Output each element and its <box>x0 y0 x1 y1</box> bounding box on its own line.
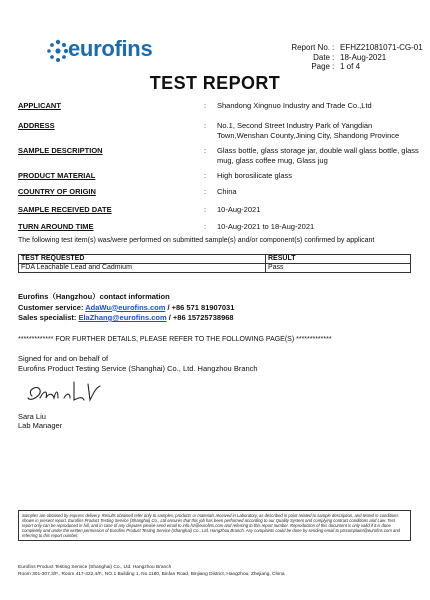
disclaimer-box: Samples are obtained by express delivery. Results obtained refer only to samples, products or materials received in Laboratory, as described in point related to sample description, and tested in conditions shown in present report. Eurofins Product Testing Service (Shanghai) Co., Ltd ensures that this job has been performed according to our Quality System and complying contract conditions and Law. Test report only can be reproduced in full, and in case of any disputes please send email to info.hz@eurofins.com and referring to this report number. Reproduction of this document is only valid if it is done completely and under the written permission of Eurofins Product Testing Service (Shanghai) Co., Ltd. Hangzhou Branch. Any complaints could be done by sending email to ptscomplaint@eurofins.com and referring to this report number. <box>18 510 411 541</box>
customer-service-phone: / +86 571 81907031 <box>165 302 235 312</box>
table-header-row <box>19 255 411 264</box>
header-test-requested: TEST REQUESTED <box>19 255 266 264</box>
field-label: TURN AROUND TIME <box>18 222 94 231</box>
field-label: SAMPLE RECEIVED DATE <box>18 205 112 214</box>
page-footer <box>18 564 285 578</box>
report-date-label: Date <box>313 52 330 62</box>
test-items-note: The following test item(s) was/were performed on submitted sample(s) and/or component(s) confirmed by applicant <box>18 237 375 244</box>
results-table <box>18 254 411 273</box>
report-page-separator: : <box>332 62 335 71</box>
sales-specialist-email-link[interactable]: ElaZhang@eurofins.com <box>78 313 167 322</box>
handwritten-signature <box>24 376 104 410</box>
header-result: RESULT <box>266 255 411 264</box>
sales-specialist-line <box>18 313 234 324</box>
signed-line-2: Eurofins Product Testing Service (Shanghai) Co., Ltd. Hangzhou Branch <box>18 363 258 373</box>
field-value: Shandong Xingnuo Industry and Trade Co.,Ltd <box>217 101 372 110</box>
page-title: TEST REPORT <box>149 73 281 93</box>
customer-service-email-link[interactable]: AdaWu@eurofins.com <box>85 302 166 312</box>
field-colon: : <box>204 101 207 110</box>
report-page-label: Page <box>311 62 330 71</box>
footer-company: Eurofins Product Testing Service (Shanghai) Co., Ltd. Hangzhou Branch <box>18 565 172 570</box>
field-colon: : <box>204 171 207 180</box>
field-label: APPLICANT <box>18 101 61 110</box>
field-colon: : <box>204 205 207 214</box>
report-no-value: EFHZ21081071-CG-01 <box>340 43 423 52</box>
contact-info <box>18 292 234 324</box>
customer-service-line <box>18 303 234 314</box>
field-label: COUNTRY OF ORIGIN <box>18 187 96 196</box>
report-no-label: Report No. <box>291 43 330 52</box>
contact-heading: Eurofins（Hangzhou）contact information <box>18 292 170 301</box>
field-colon: : <box>204 121 207 130</box>
field-value: 10-Aug-2021 <box>217 205 261 214</box>
signer-name: Sara Liu <box>18 412 46 421</box>
report-page-value: 1 of 4 <box>340 62 361 71</box>
sales-specialist-label: Sales specialist: <box>18 313 77 322</box>
customer-service-label: Customer service: <box>18 302 84 312</box>
signed-on-behalf <box>18 354 258 373</box>
table-row <box>19 264 411 273</box>
field-colon: : <box>204 146 207 155</box>
report-date-value: 18-Aug-2021 <box>340 52 387 62</box>
field-colon: : <box>204 222 207 231</box>
logo-wordmark: eurofins <box>68 36 153 61</box>
signed-line-1: Signed for and on behalf of <box>18 354 109 363</box>
field-value: China <box>217 187 237 196</box>
field-value: High borosilicate glass <box>217 171 293 180</box>
report-no-separator: : <box>332 43 335 52</box>
report-meta <box>280 43 423 72</box>
signer-role: Lab Manager <box>18 421 63 430</box>
report-date-separator: : <box>332 52 335 62</box>
field-value: 10-Aug-2021 to 18-Aug-2021 <box>217 222 315 231</box>
further-details-note: ************* FOR FURTHER DETAILS, PLEASE REFER TO THE FOLLOWING PAGE(S) ************* <box>18 336 332 343</box>
field-colon: : <box>204 187 207 196</box>
test-requested-cell: FDA Leachable Lead and Cadmium <box>19 264 266 273</box>
footer-address: Room 301-307,3/F., Room 417-422,4/F., NO.1 Building 1, No.1180, Binfan Road, Binjiang District, Hangzhou, Zhejiang, China <box>18 572 285 577</box>
result-cell: Pass <box>266 264 411 273</box>
field-value: No.1, Second Street Industry Park of Yangdian Town,Wenshan County,Jining City, Shandong Province <box>217 121 400 140</box>
field-value: Glass bottle, glass storage jar, double wall glass bottle, glass mug, glass coffee mug, Glass jug <box>217 146 419 165</box>
signer <box>18 412 62 430</box>
field-label: ADDRESS <box>18 121 55 130</box>
field-label: SAMPLE DESCRIPTION <box>18 146 103 155</box>
sales-specialist-phone: / +86 15725738968 <box>166 313 234 322</box>
field-label: PRODUCT MATERIAL <box>18 171 96 180</box>
